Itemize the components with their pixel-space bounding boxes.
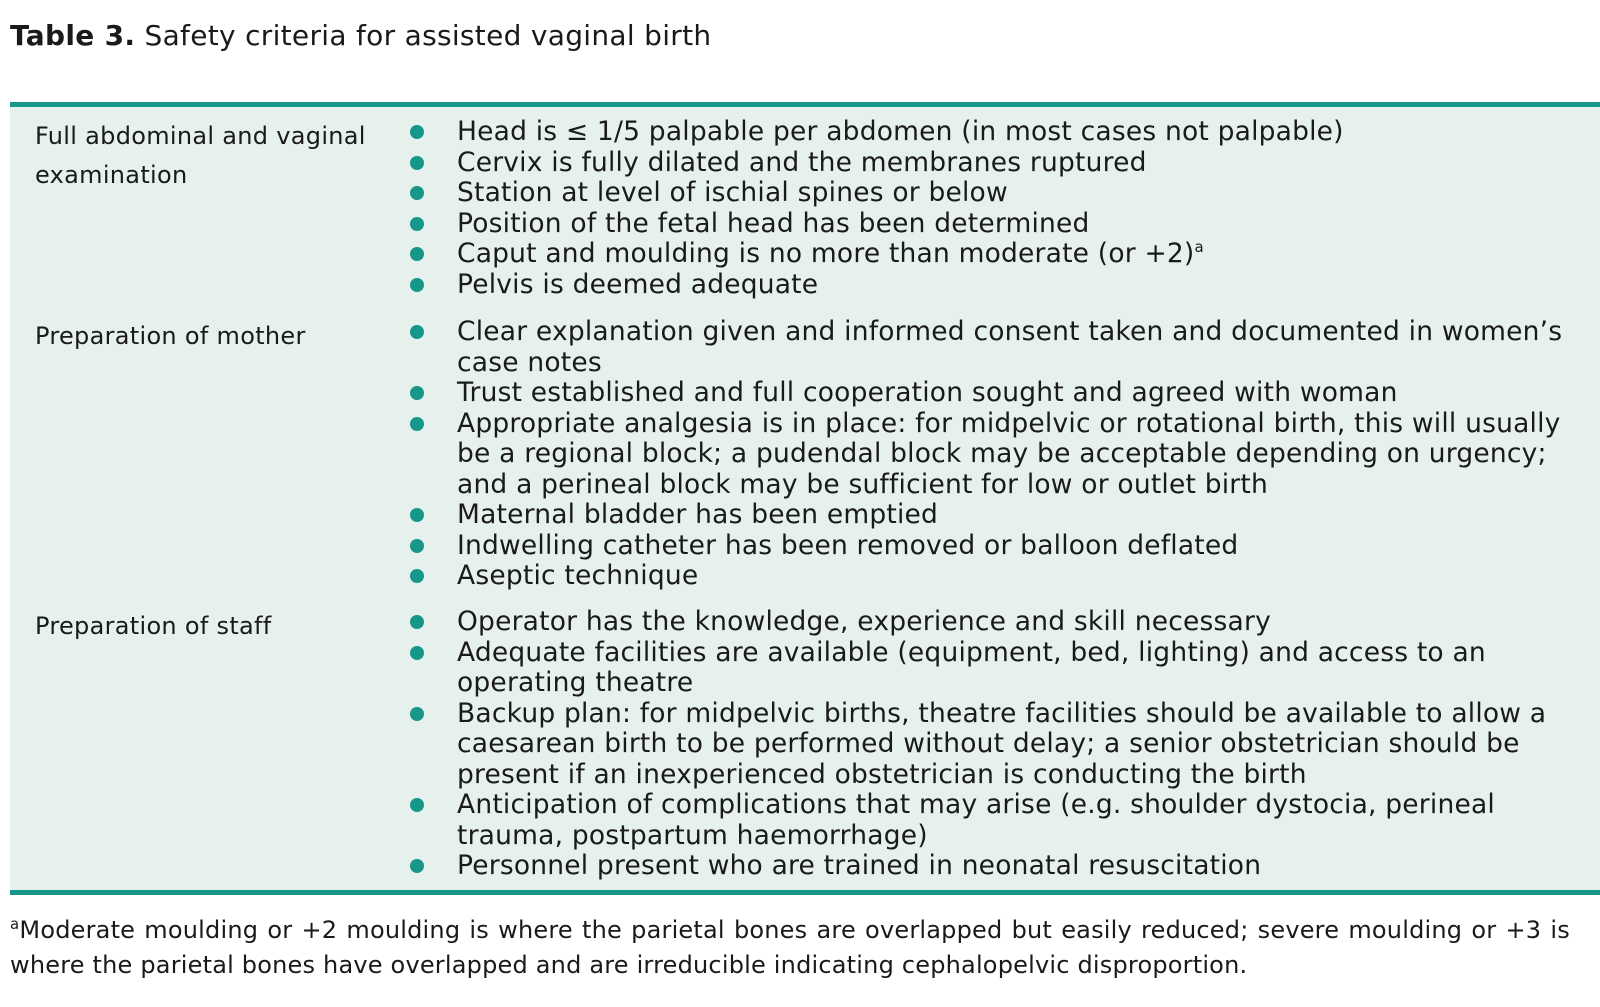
bullet-icon — [410, 646, 424, 660]
criteria-table — [10, 102, 1600, 895]
list-item: Adequate facilities are available (equipment, bed, lighting) and access to an operating theatre — [408, 638, 1578, 699]
list-item: Station at level of ischial spines or below — [408, 178, 1578, 209]
list-item: Aseptic technique — [408, 561, 1578, 592]
list-item: Backup plan: for midpelvic births, theatre facilities should be available to allow a caesarean birth to be performed without delay; a senior obstetrician should be present if an inexperienced obstetrician is conducting the birth — [408, 699, 1578, 791]
bullet-icon — [410, 417, 424, 431]
list-item: Cervix is fully dilated and the membranes ruptured — [408, 148, 1578, 179]
row-label: Preparation of mother — [35, 322, 306, 350]
bullet-icon — [410, 186, 424, 200]
bullet-icon — [410, 569, 424, 583]
bullet-icon — [410, 217, 424, 231]
table-caption — [10, 16, 711, 56]
bullet-icon — [410, 859, 424, 873]
bullet-icon — [410, 325, 424, 339]
criteria-list — [408, 607, 1578, 882]
footnote-text: Moderate moulding or +2 moulding is where the parietal bones are overlapped but easily reduced; severe moulding or +3 is where the parietal bones have overlapped and are irreducible indicating cephalopelvic disproportion. — [10, 916, 1570, 979]
table-number: Table 3. — [10, 19, 136, 52]
bullet-icon — [410, 539, 424, 553]
list-item: Position of the fetal head has been determined — [408, 209, 1578, 240]
bullet-icon — [410, 247, 424, 261]
list-item: Clear explanation given and informed consent taken and documented in women’s case notes — [408, 317, 1578, 378]
list-item: Maternal bladder has been emptied — [408, 500, 1578, 531]
list-item: Appropriate analgesia is in place: for midpelvic or rotational birth, this will usually be a regional block; a pudendal block may be acceptable depending on urgency; and a perineal block may be sufficient for low or outlet birth — [408, 409, 1578, 501]
list-item: Personnel present who are trained in neonatal resuscitation — [408, 851, 1578, 882]
list-item: Operator has the knowledge, experience and skill necessary — [408, 607, 1578, 638]
row-label: Full abdominal and vaginal examination — [35, 122, 366, 189]
footnote-marker: a — [1194, 238, 1204, 257]
bullet-icon — [410, 156, 424, 170]
list-item: Head is ≤ 1/5 palpable per abdomen (in most cases not palpable) — [408, 117, 1578, 148]
criteria-list — [408, 317, 1578, 592]
list-item: Anticipation of complications that may arise (e.g. shoulder dystocia, perineal trauma, postpartum haemorrhage) — [408, 790, 1578, 851]
bullet-icon — [410, 798, 424, 812]
bullet-icon — [410, 615, 424, 629]
list-item: Trust established and full cooperation sought and agreed with woman — [408, 378, 1578, 409]
bullet-icon — [410, 386, 424, 400]
table-footnote — [10, 913, 1570, 983]
bullet-icon — [410, 125, 424, 139]
footnote-marker: a — [10, 915, 20, 933]
list-item: Pelvis is deemed adequate — [408, 270, 1578, 301]
bullet-icon — [410, 707, 424, 721]
list-item: Indwelling catheter has been removed or balloon deflated — [408, 531, 1578, 562]
bullet-icon — [410, 508, 424, 522]
bullet-icon — [410, 278, 424, 292]
list-item: Caput and moulding is no more than moderate (or +2)$^a$ — [408, 239, 1578, 270]
row-label: Preparation of staff — [35, 612, 272, 640]
criteria-list — [408, 117, 1578, 300]
table-title: Safety criteria for assisted vaginal birth — [144, 19, 712, 52]
